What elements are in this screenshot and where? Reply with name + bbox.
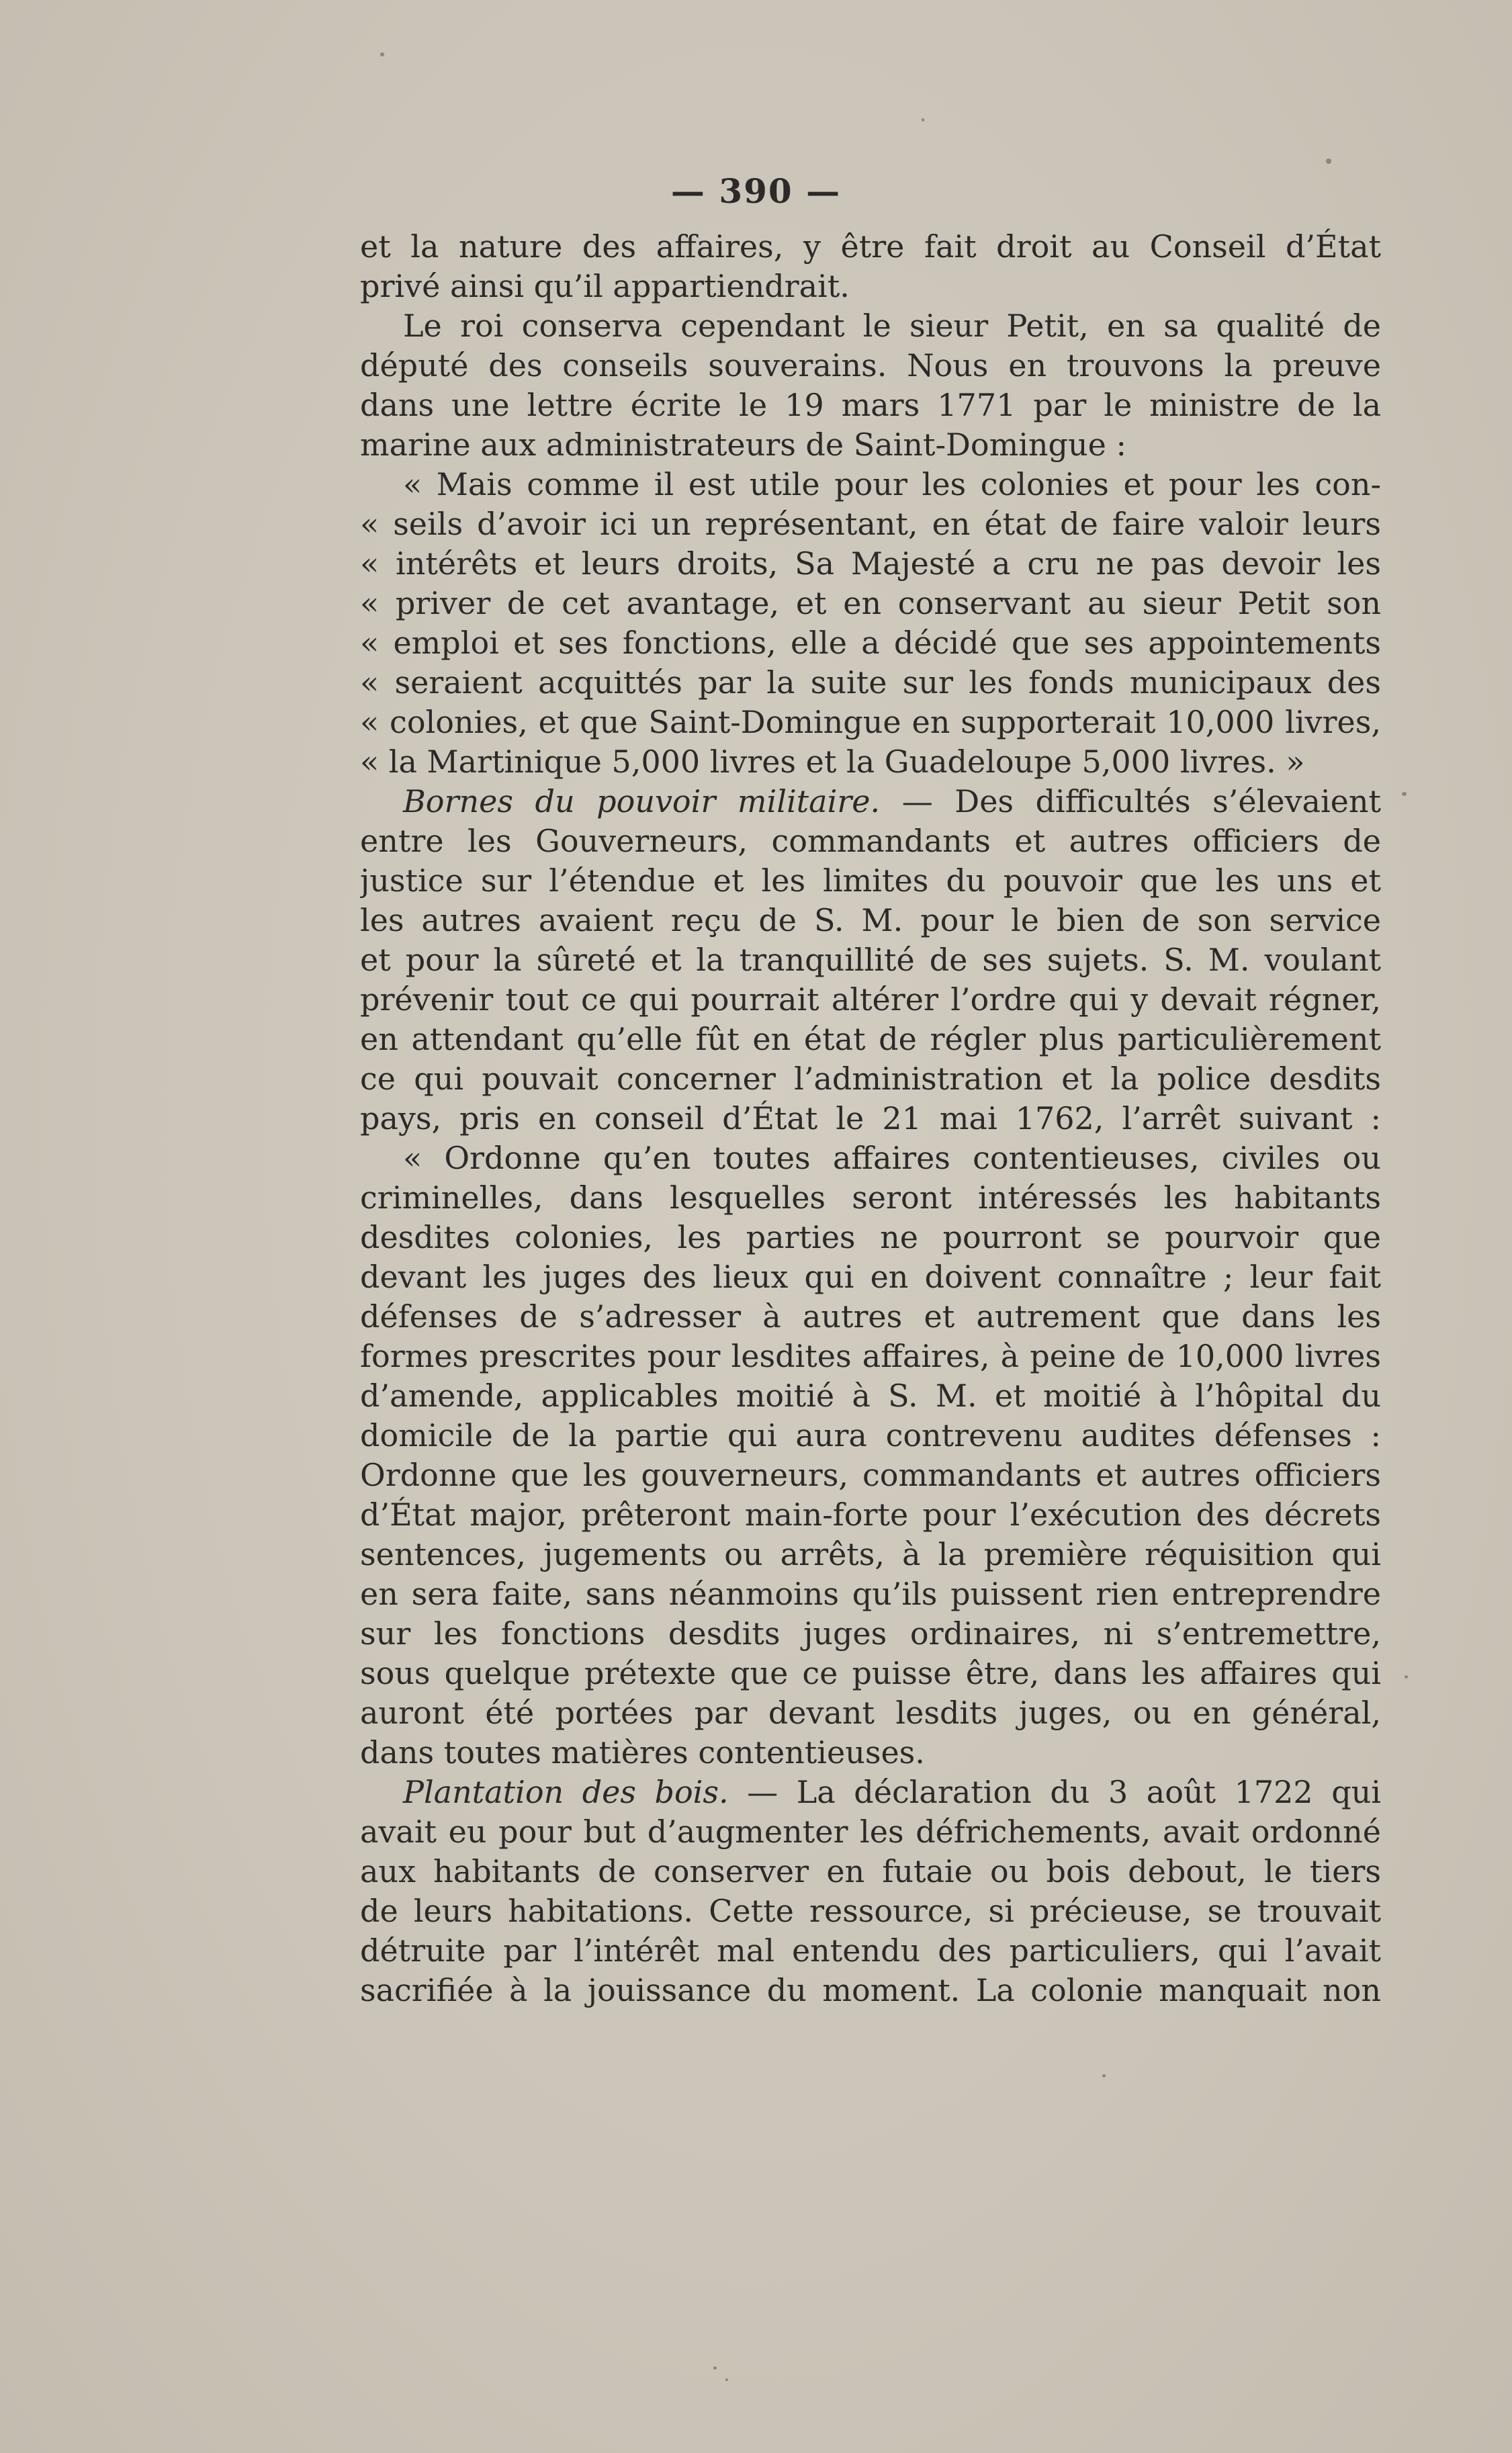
text-line [360,980,1381,1020]
paper-speck [380,52,384,56]
line-text: « la Martinique 5,000 livres et la Guadeloupe 5,000 livres. » [360,744,1305,780]
text-line [360,465,1381,504]
line-text: desdites colonies, les parties ne pourront se pourvoir que [360,1219,1381,1255]
text-line [360,940,1381,980]
line-text: « seraient acquittés par la suite sur les fonds municipaux des [360,664,1381,701]
text-line [360,227,1381,267]
text-line [360,703,1381,742]
page-number: — 390 — [670,171,842,211]
line-text: sentences, jugements ou arrêts, à la première réquisition qui [360,1536,1381,1572]
line-text: et la nature des affaires, y être fait droit au Conseil d’État [360,228,1381,265]
text-line [360,386,1381,425]
line-text: dans toutes matières contentieuses. [360,1734,925,1771]
text-line [360,346,1381,386]
line-text: « emploi et ses fonctions, elle a décidé que ses appointements [360,625,1381,661]
text-line [360,1693,1381,1733]
line-text: et pour la sûreté et la tranquillité de ses sujets. S. M. voulant [360,942,1381,978]
text-line [360,306,1381,346]
line-text: sacrifiée à la jouissance du moment. La colonie manquait non [360,1972,1381,2008]
text-line [360,742,1381,782]
line-text: « priver de cet avantage, et en conservant au sieur Petit son [360,585,1381,621]
text-line [360,1456,1381,1495]
line-text: « intérêts et leurs droits, Sa Majesté a cru ne pas devoir les [360,545,1381,582]
section-title: Bornes du pouvoir militaire. [403,783,881,819]
text-line [360,1218,1381,1257]
line-text: domicile de la partie qui aura contrevenu audites défenses : [360,1417,1381,1454]
line-text: défenses de s’adresser à autres et autrement que dans les [360,1298,1381,1335]
line-text: privé ainsi qu’il appartiendrait. [360,268,850,304]
line-text: justice sur l’étendue et les limites du pouvoir que les uns et [360,862,1381,899]
text-line [360,1971,1381,2010]
text-line [360,1416,1381,1456]
line-text: dans une lettre écrite le 19 mars 1771 par le ministre de la [360,387,1381,423]
text-line [360,1773,1381,1812]
paper-speck [1402,792,1407,796]
line-text: — La déclaration du 3 août 1722 qui [728,1774,1381,1810]
text-line [360,623,1381,663]
text-line [360,1495,1381,1535]
line-text: entre les Gouverneurs, commandants et autres officiers de [360,823,1381,859]
text-line [360,1852,1381,1891]
line-text: les autres avaient reçu de S. M. pour le bien de son service [360,902,1381,938]
text-line [360,663,1381,703]
text-line [360,267,1381,306]
line-text: — Des difficultés s’élevaient [880,783,1381,819]
line-text: Le roi conserva cependant le sieur Petit, en sa qualité de [403,308,1381,344]
paper-speck [1326,159,1331,164]
text-line [360,1059,1381,1099]
line-text: d’État major, prêteront main-forte pour l’exécution des décrets [360,1497,1381,1533]
line-text: marine aux administrateurs de Saint-Domingue : [360,427,1126,463]
line-text: « seils d’avoir ici un représentant, en état de faire valoir leurs [360,506,1381,542]
text-line [360,504,1381,544]
line-text: en attendant qu’elle fût en état de régler plus particulièrement [360,1021,1381,1057]
line-text: pays, pris en conseil d’État le 21 mai 1762, l’arrêt suivant : [360,1100,1381,1136]
line-text: criminelles, dans lesquelles seront intéressés les habitants [360,1179,1381,1216]
line-text: d’amende, applicables moitié à S. M. et moitié à l’hôpital du [360,1378,1381,1414]
paper-speck [922,118,924,122]
text-line [360,544,1381,584]
line-text: aux habitants de conserver en futaie ou bois debout, le tiers [360,1853,1381,1889]
text-line [360,821,1381,861]
text-line [360,425,1381,465]
line-text: détruite par l’intérêt mal entendu des particuliers, qui l’avait [360,1932,1381,1969]
line-text: formes prescrites pour lesdites affaires, à peine de 10,000 livres [360,1338,1381,1374]
text-line [360,1020,1381,1059]
text-line [360,1099,1381,1139]
text-line [360,1297,1381,1337]
text-line [360,1733,1381,1773]
line-text: devant les juges des lieux qui en doivent connaître ; leur fait [360,1259,1381,1295]
text-line [360,1812,1381,1852]
paper-speck [1405,1675,1408,1679]
line-text: « Mais comme il est utile pour les colonies et pour les con- [403,466,1381,502]
line-text: auront été portées par devant lesdits juges, ou en général, [360,1695,1381,1731]
text-line [360,782,1381,821]
paper-speck [725,2378,728,2381]
line-text: « Ordonne qu’en toutes affaires contentieuses, civiles ou [403,1140,1381,1176]
text-line [360,1178,1381,1218]
text-line [360,1654,1381,1693]
body-text [360,227,1381,2010]
text-line [360,901,1381,940]
line-text: prévenir tout ce qui pourrait altérer l’ordre qui y devait régner, [360,981,1381,1018]
line-text: de leurs habitations. Cette ressource, si précieuse, se trouvait [360,1893,1381,1929]
line-text: sous quelque prétexte que ce puisse être, dans les affaires qui [360,1655,1381,1691]
text-line [360,1614,1381,1654]
text-line [360,584,1381,623]
text-line [360,1891,1381,1931]
line-text: ce qui pouvait concerner l’administration et la police desdits [360,1061,1381,1097]
line-text: Ordonne que les gouverneurs, commandants et autres officiers [360,1457,1381,1493]
text-line [360,1535,1381,1574]
line-text: député des conseils souverains. Nous en trouvons la preuve [360,347,1381,384]
text-line [360,1337,1381,1376]
text-line [360,1574,1381,1614]
section-title: Plantation des bois. [403,1774,729,1810]
line-text: en sera faite, sans néanmoins qu’ils puissent rien entreprendre [360,1576,1381,1612]
text-line [360,861,1381,901]
text-line [360,1139,1381,1178]
paper-speck [1102,2074,1106,2078]
line-text: sur les fonctions desdits juges ordinaires, ni s’entremettre, [360,1615,1381,1652]
text-line [360,1257,1381,1297]
text-line [360,1376,1381,1416]
line-text: avait eu pour but d’augmenter les défrichements, avait ordonné [360,1814,1381,1850]
line-text: « colonies, et que Saint-Domingue en supporterait 10,000 livres, [360,704,1381,740]
paper-speck [713,2366,717,2370]
text-line [360,1931,1381,1971]
